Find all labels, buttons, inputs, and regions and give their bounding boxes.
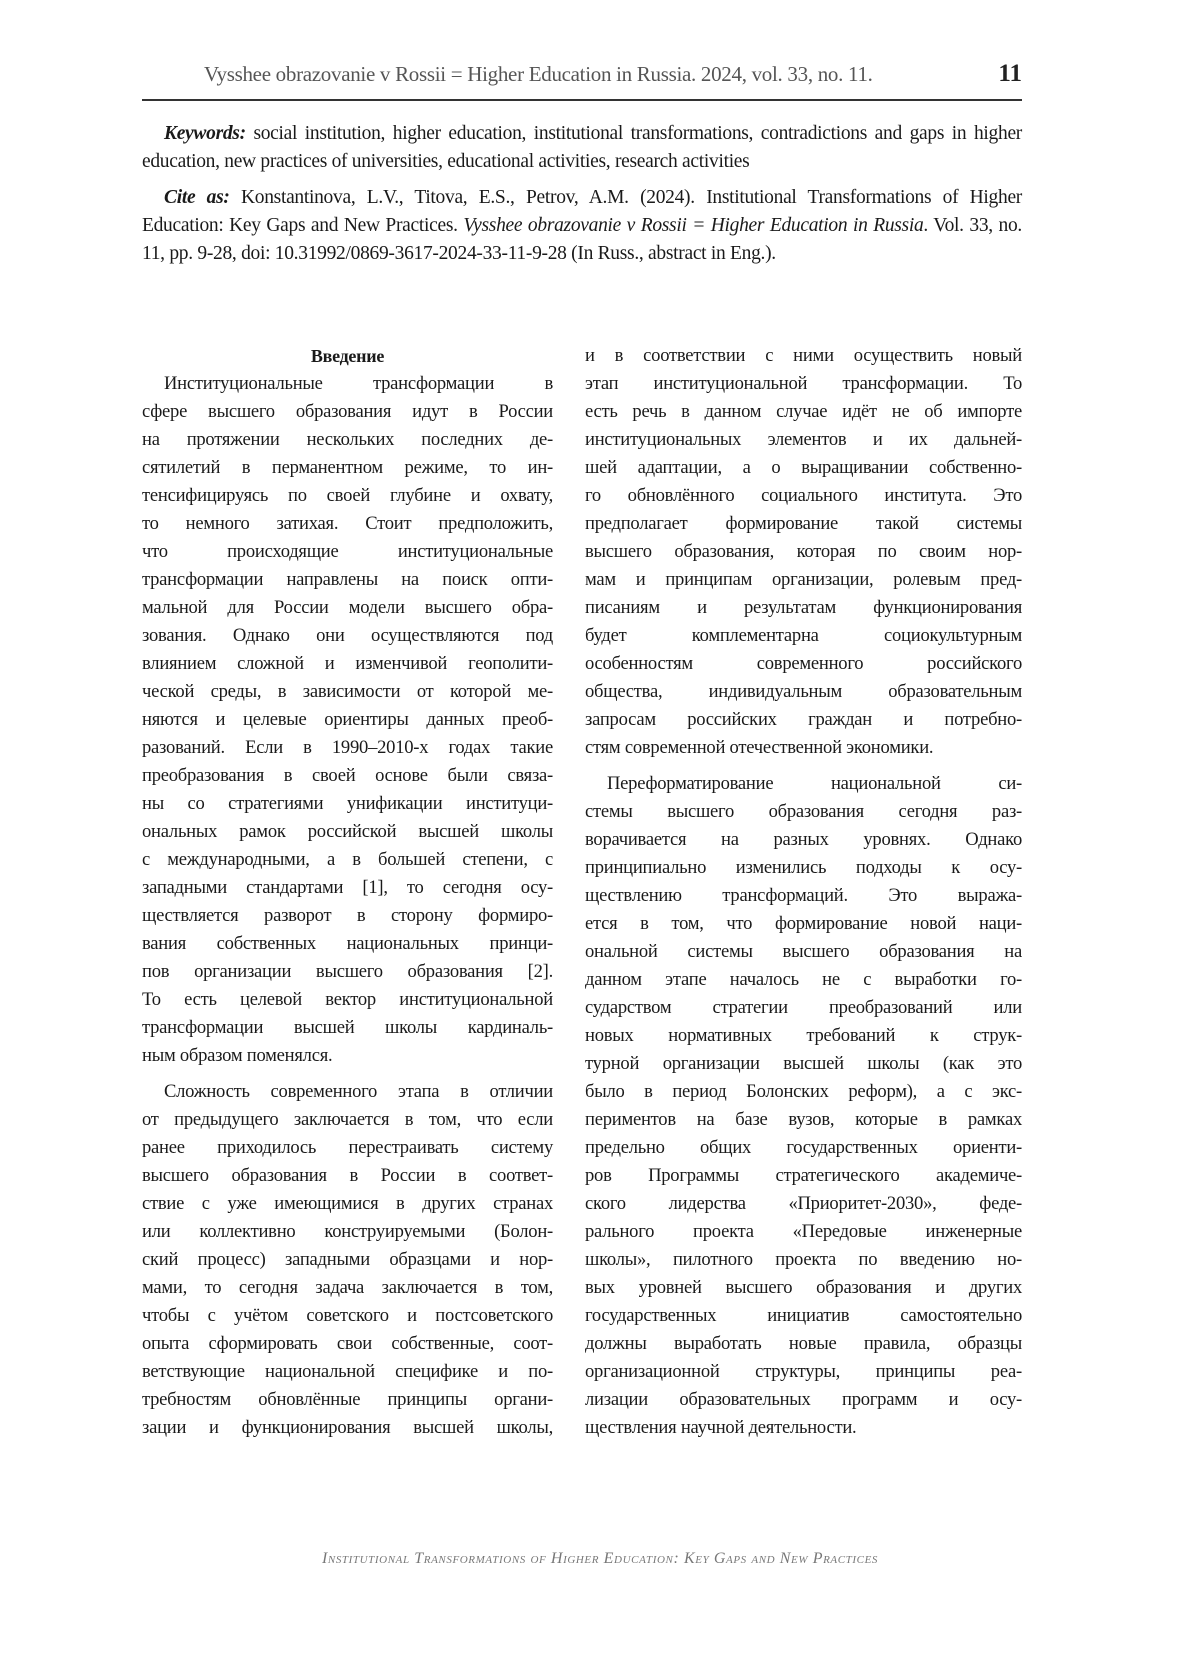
text-line: ствие с уже имеющимися в других странах [142,1193,553,1214]
keywords-label: Keywords: [164,123,246,144]
text-line: что происходящие институциональные [142,541,553,562]
text-line: государственных инициатив самостоятельно [585,1305,1022,1326]
text-line: ров Программы стратегического академиче- [585,1165,1022,1186]
text-line: То есть целевой вектор институциональной [142,989,553,1010]
text-line: и в соответствии с ними осуществить новый [585,345,1022,366]
text-line: стемы высшего образования сегодня раз- [585,801,1022,822]
text-line: рального проекта «Передовые инженерные [585,1221,1022,1242]
running-footer: Institutional Transformations of Higher Education: Key Gaps and New Practices [321,1550,879,1567]
text-line: должны выработать новые правила, образцы [585,1333,1022,1354]
text-line: предельно общих государственных ориенти- [585,1137,1022,1158]
cite-journal: Vysshee obrazovanie v Rossii = Higher Education in Russia [463,215,924,236]
paragraph [142,370,553,1070]
citation [142,184,1022,268]
text-line: Сложность современного этапа в отличии [164,1081,553,1102]
text-line: трансформации направлены на поиск опти- [142,569,553,590]
paragraph [585,342,1022,762]
text-line: ский процесс) западными образцами и нор- [142,1249,553,1270]
text-line: сударством стратегии преобразований или [585,997,1022,1018]
text-line: требностям обновлённые принципы органи- [142,1389,553,1410]
header-rule [142,99,1022,101]
journal-title: Vysshee obrazovanie v Rossii = Higher Education in Russia. 2024, vol. 33, no. 11. [204,62,873,86]
text-line: на протяжении нескольких последних де- [142,429,553,450]
text-line: вания собственных национальных принци- [142,933,553,954]
text-line: го обновлённого социального института. Это [585,485,1022,506]
text-line: Переформатирование национальной си- [607,773,1022,794]
section-heading: Введение [310,346,385,366]
paragraph [142,1078,553,1442]
text-line: трансформации высшей школы кардиналь- [142,1017,553,1038]
text-line: ональной системы высшего образования на [585,941,1022,962]
paragraph-gap [142,1070,553,1078]
paragraph-gap [585,762,1022,770]
text-line: разований. Если в 1990–2010-х годах такие [142,737,553,758]
text-line: чтобы с учётом советского и постсоветского [142,1305,553,1326]
text-line: ществляется разворот в сторону формиро- [142,905,553,926]
text-line: влиянием сложной и изменчивой геополити- [142,653,553,674]
text-line: то немного затихая. Стоит предположить, [142,513,553,534]
text-line: пов организации высшего образования [2]. [142,961,553,982]
text-line: тенсифицируясь по своей глубине и охвату, [142,485,553,506]
text-line: ского лидерства «Приоритет-2030», феде- [585,1193,1022,1214]
text-line: мами, то сегодня задача заключается в том, [142,1277,553,1298]
cite-label: Cite as: [164,187,230,208]
cite-text-after: . Vol. 33, no. 11, pp. 9-28, doi: 10.31992/0869-3617-2024-33-11-9-28 (In Russ., abstract in Eng.). [142,215,1022,264]
text-line: данном этапе началось не с выработки го- [585,969,1022,990]
left-column [142,342,553,1442]
text-line: высшего образования в России в соответ- [142,1165,553,1186]
running-header [142,60,1022,100]
text-line: ранее приходилось перестраивать систему [142,1137,553,1158]
text-line: этап институциональной трансформации. То [585,373,1022,394]
text-line: стям современной отечественной экономики. [585,737,934,758]
text-line: высшего образования, которая по своим нор- [585,541,1022,562]
text-line: было в период Болонских реформ), а с экс- [585,1081,1022,1102]
text-line: или коллективно конструируемыми (Болон- [142,1221,553,1242]
text-line: зации и функционирования высшей школы, [142,1417,553,1438]
text-line: Институциональные трансформации в [164,373,553,394]
text-line: предполагает формирование такой системы [585,513,1022,534]
keywords [142,120,1022,176]
text-line: опыта сформировать свои собственные, соот- [142,1333,553,1354]
text-line: общества, индивидуальным образовательным [585,681,1022,702]
text-line: новых нормативных требований к струк- [585,1025,1022,1046]
text-line: от предыдущего заключается в том, что если [142,1109,553,1130]
cite-text-before: Konstantinova, L.V., Titova, E.S., Petrov, A.M. (2024). Institutional Transformations of Higher Education: Key Gaps and New Practices. [142,187,1022,236]
text-line: ным образом поменялся. [142,1045,333,1066]
text-line: мальной для России модели высшего обра- [142,597,553,618]
text-line: будет комплементарна социокультурным [585,625,1022,646]
text-line: с международными, а в большей степени, с [142,849,553,870]
text-line: няются и целевые ориентиры данных преоб- [142,709,553,730]
keywords-text: social institution, higher education, institutional transformations, contradictions and gaps in higher education, new practices of universities, educational activities, research activities [142,123,1022,172]
text-line: мам и принципам организации, ролевым пред- [585,569,1022,590]
text-line: институциональных элементов и их дальней- [585,429,1022,450]
text-line: есть речь в данном случае идёт не об импорте [585,401,1022,422]
text-line: ществления научной деятельности. [585,1417,857,1438]
article-meta [142,120,1022,276]
text-line: ворачивается на разных уровнях. Однако [585,829,1022,850]
text-line: организационной структуры, принципы реа- [585,1361,1022,1382]
text-line: турной организации высшей школы (как это [585,1053,1022,1074]
text-line: западными стандартами [1], то сегодня осу- [142,877,553,898]
text-line: периментов на базе вузов, которые в рамках [585,1109,1022,1130]
text-line: принципиально изменились подходы к осу- [585,857,1022,878]
text-line: ется в том, что формирование новой наци- [585,913,1022,934]
text-line: ветствующие национальной специфике и по- [142,1361,553,1382]
right-column [585,342,1022,1442]
text-line: преобразования в своей основе были связа- [142,765,553,786]
text-line: лизации образовательных программ и осу- [585,1389,1022,1410]
text-line: сятилетий в перманентном режиме, то ин- [142,457,553,478]
text-line: ществлению трансформаций. Это выража- [585,885,1022,906]
text-line: ональных рамок российской высшей школы [142,821,553,842]
paragraph [585,770,1022,1442]
text-line: вых уровней высшего образования и других [585,1277,1022,1298]
text-line: зования. Однако они осуществляются под [142,625,553,646]
text-line: запросам российских граждан и потребно- [585,709,1022,730]
text-line: сфере высшего образования идут в России [142,401,553,422]
page-number: 11 [998,60,1022,87]
text-line: ческой среды, в зависимости от которой ме- [142,681,553,702]
text-line: писаниям и результатам функционирования [585,597,1022,618]
text-line: особенностям современного российского [585,653,1022,674]
text-line: шей адаптации, а о выращивании собственно- [585,457,1022,478]
text-line: ны со стратегиями унификации институци- [142,793,553,814]
text-line: школы», пилотного проекта по введению но- [585,1249,1022,1270]
